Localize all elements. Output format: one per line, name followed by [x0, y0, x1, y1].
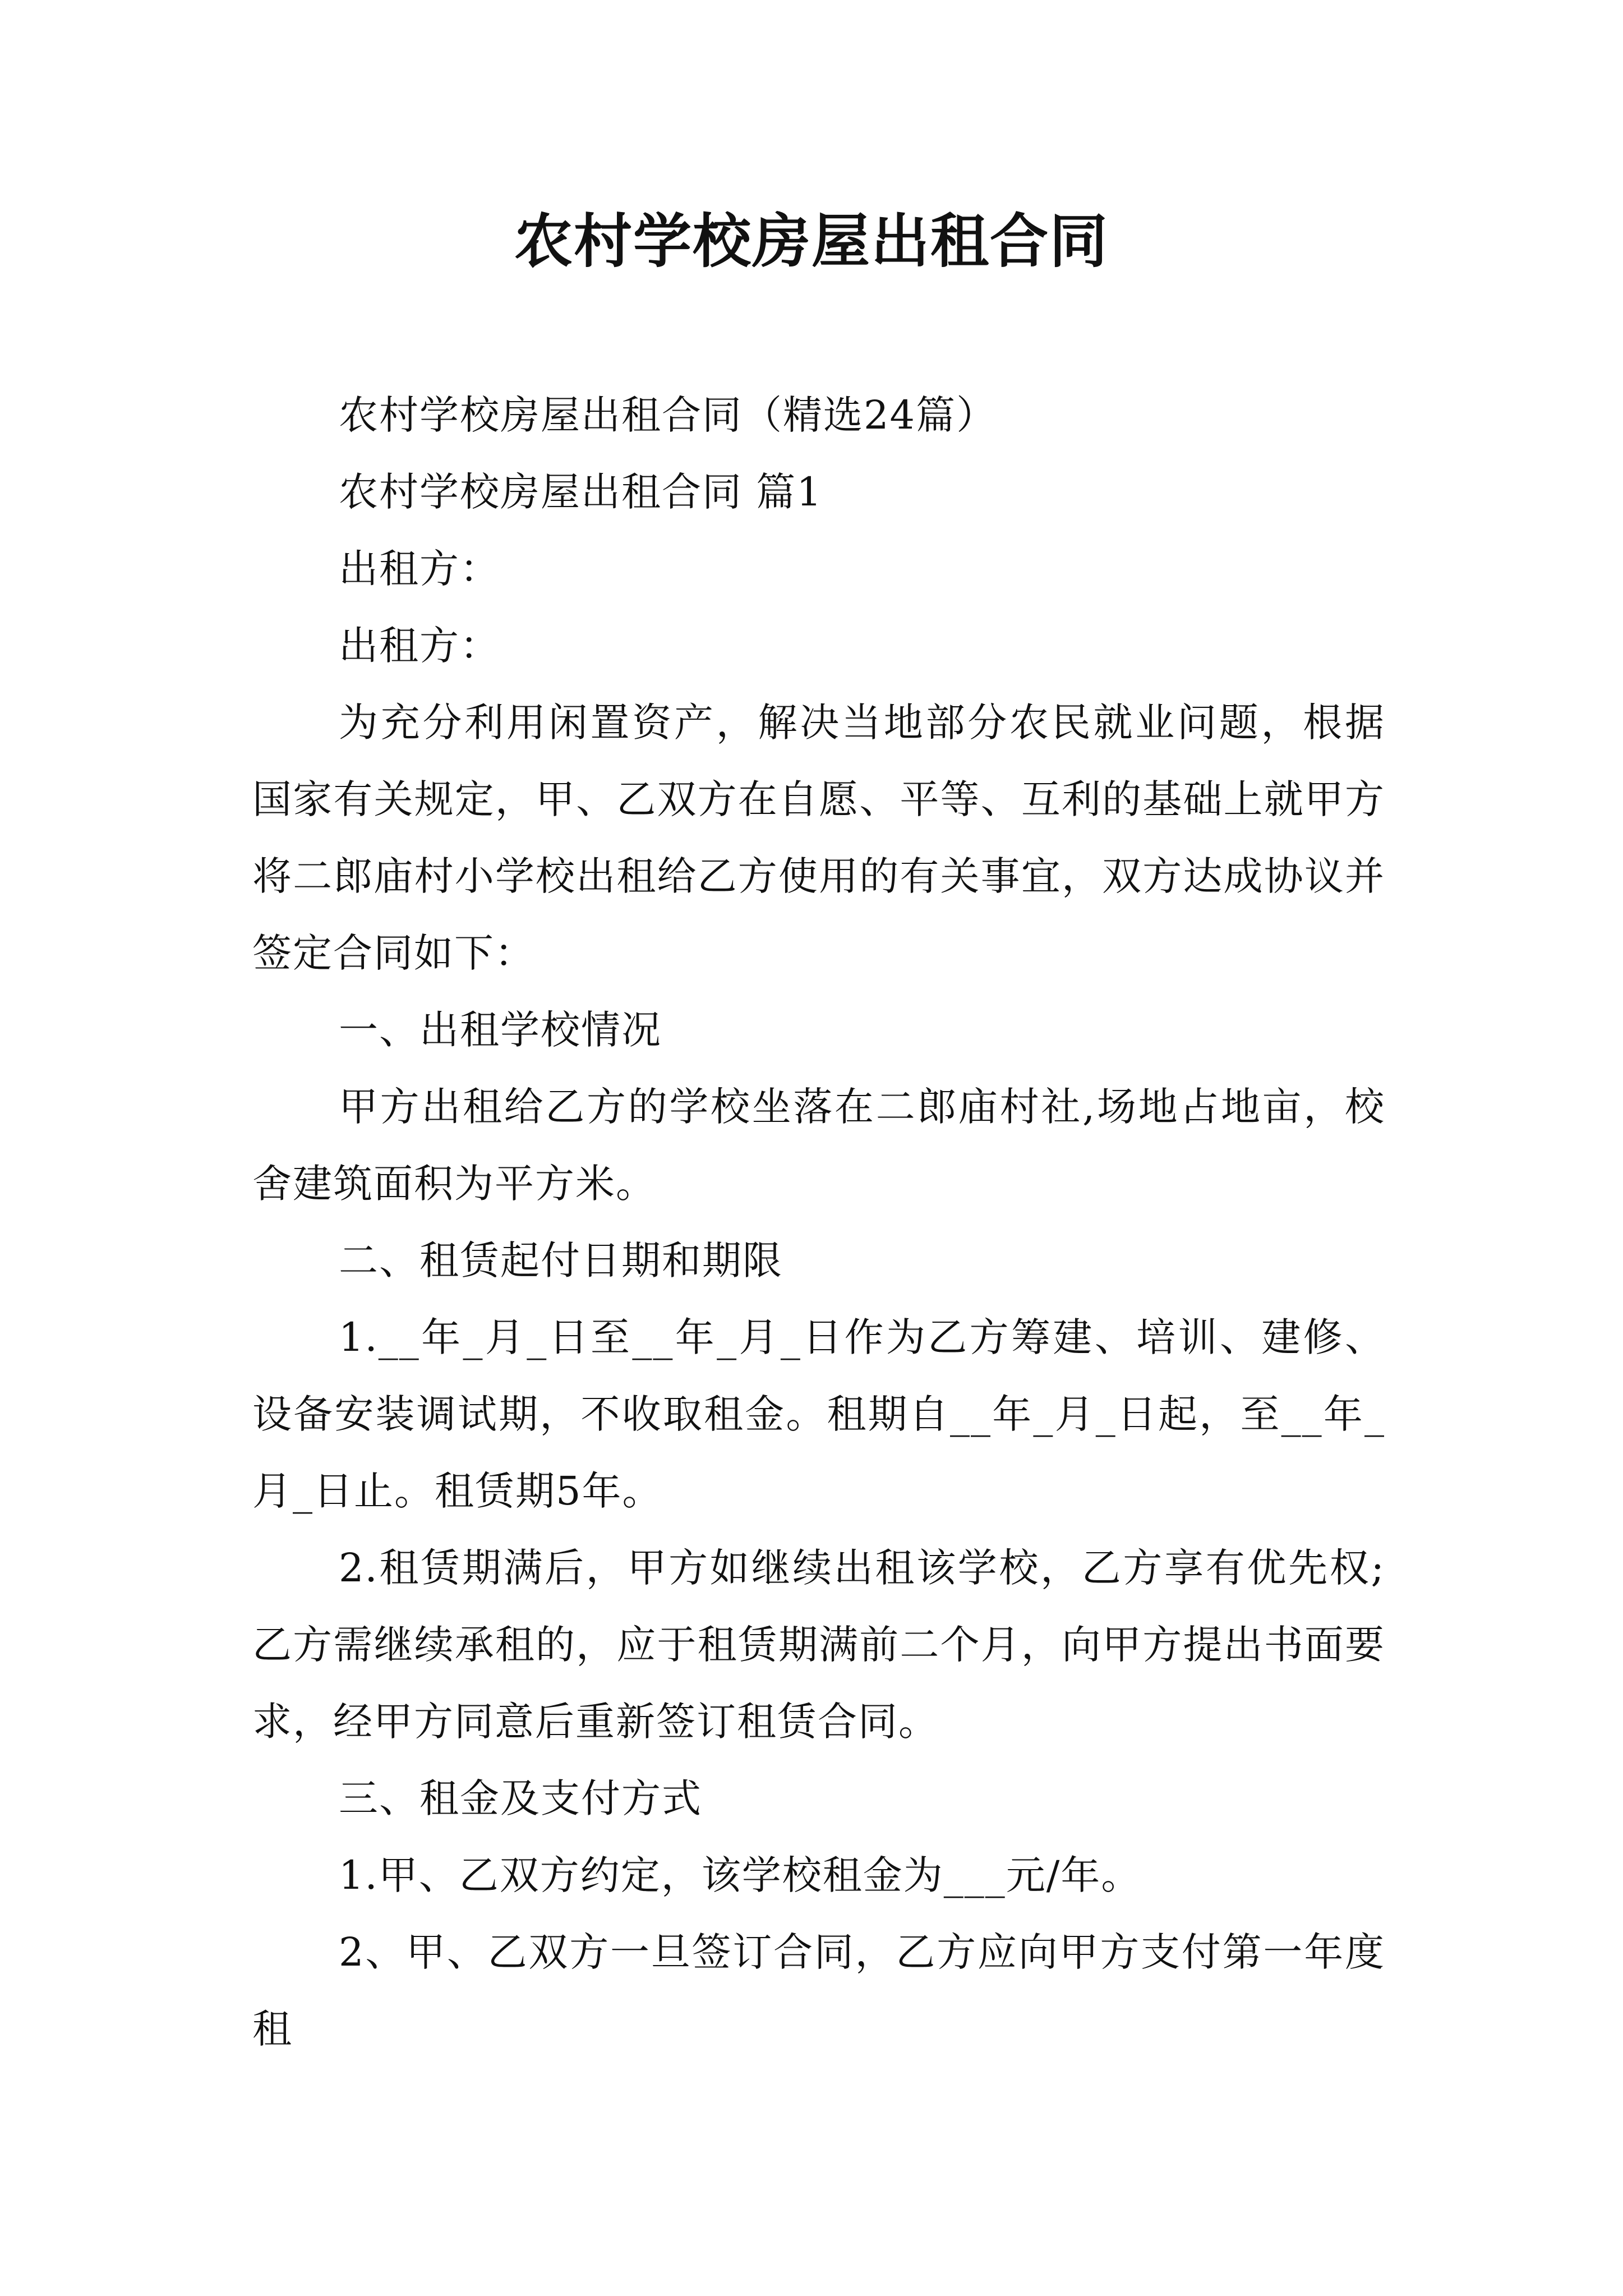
paragraph-term-2: 2.租赁期满后，甲方如继续出租该学校，乙方享有优先权;乙方需继续承租的，应于租赁期满前二个月，向甲方提出书面要求，经甲方同意后重新签订租赁合同。	[252, 1545, 1385, 1745]
document-body	[252, 377, 1385, 2068]
paragraph-preamble: 为充分利用闲置资产，解决当地部分农民就业问题，根据国家有关规定，甲、乙双方在自愿、平等、互利的基础上就甲方将二郎庙村小学校出租给乙方使用的有关事宜，双方达成协议并签定合同如下：	[252, 700, 1385, 976]
paragraph-lessor: 出租方：	[339, 546, 500, 592]
paragraph-lessor-2: 出租方：	[339, 623, 500, 669]
paragraph-rent-2: 2、甲、乙双方一旦签订合同，乙方应向甲方支付第一年度租	[252, 1929, 1385, 2052]
paragraph-rent-1: 1.甲、乙双方约定，该学校租金为___元/年。	[339, 1852, 1142, 1898]
paragraph-term-1: 1.__年_月_日至__年_月_日作为乙方筹建、培训、建修、设备安装调试期，不收取租金。租期自__年_月_日起，至__年_月_日止。租赁期5年。	[252, 1314, 1385, 1514]
document-title: 农村学校房屋出租合同	[514, 206, 1109, 275]
paragraph-section-heading: 农村学校房屋出租合同 篇1	[339, 469, 823, 515]
paragraph-subtitle: 农村学校房屋出租合同（精选24篇）	[339, 392, 997, 438]
paragraph-heading-1: 一、出租学校情况	[339, 1007, 662, 1053]
paragraph-school-info: 甲方出租给乙方的学校坐落在二郎庙村社,场地占地亩，校舍建筑面积为平方米。	[252, 1084, 1385, 1207]
paragraph-heading-2: 二、租赁起付日期和期限	[339, 1237, 783, 1283]
paragraph-heading-3: 三、租金及支付方式	[339, 1775, 702, 1821]
